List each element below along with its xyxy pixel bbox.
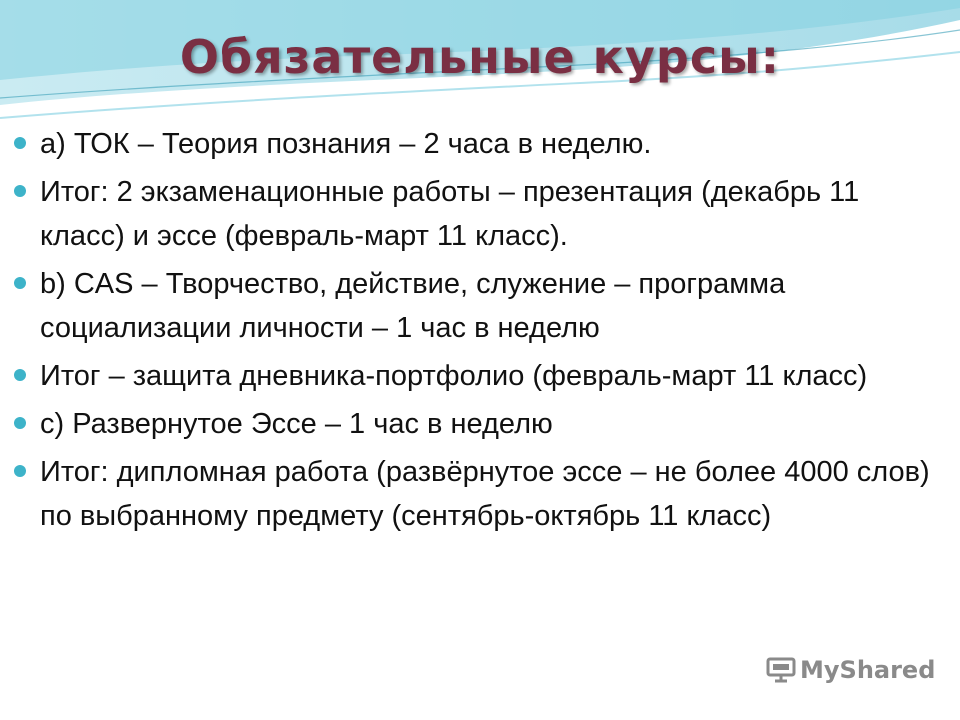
list-item [14, 170, 944, 258]
list-item-text: с) Развернутое Эссе – 1 час в неделю [40, 408, 553, 440]
list-item-text: b) CAS – Творчество, действие, служение – программа социализации личности – 1 час в неделю [40, 268, 786, 344]
slide-title: Обязательные курсы: [179, 30, 781, 84]
bullet-icon [14, 277, 26, 289]
list-item [14, 122, 944, 166]
bullet-icon [14, 417, 26, 429]
list-item-text: Итог: 2 экзаменационные работы – презентация (декабрь 11 класс) и эссе (февраль-март 11 класс). [40, 176, 860, 252]
bullet-icon [14, 137, 26, 149]
bullet-icon [14, 465, 26, 477]
presentation-icon [766, 657, 796, 683]
bullet-icon [14, 185, 26, 197]
list-item [14, 402, 944, 446]
watermark [766, 656, 935, 684]
bullet-icon [14, 369, 26, 381]
course-list [14, 122, 944, 542]
list-item-text: а) ТОК – Теория познания – 2 часа в неделю. [40, 128, 652, 160]
watermark-text: MyShared [800, 656, 936, 684]
list-item [14, 262, 944, 350]
list-item [14, 354, 944, 398]
list-item-text: Итог – защита дневника-портфолио (февраль-март 11 класс) [40, 360, 868, 392]
list-item-text: Итог: дипломная работа (развёрнутое эссе – не более 4000 слов) по выбранному предмету (сентябрь-октябрь 11 класс) [40, 456, 930, 532]
list-item [14, 450, 944, 538]
